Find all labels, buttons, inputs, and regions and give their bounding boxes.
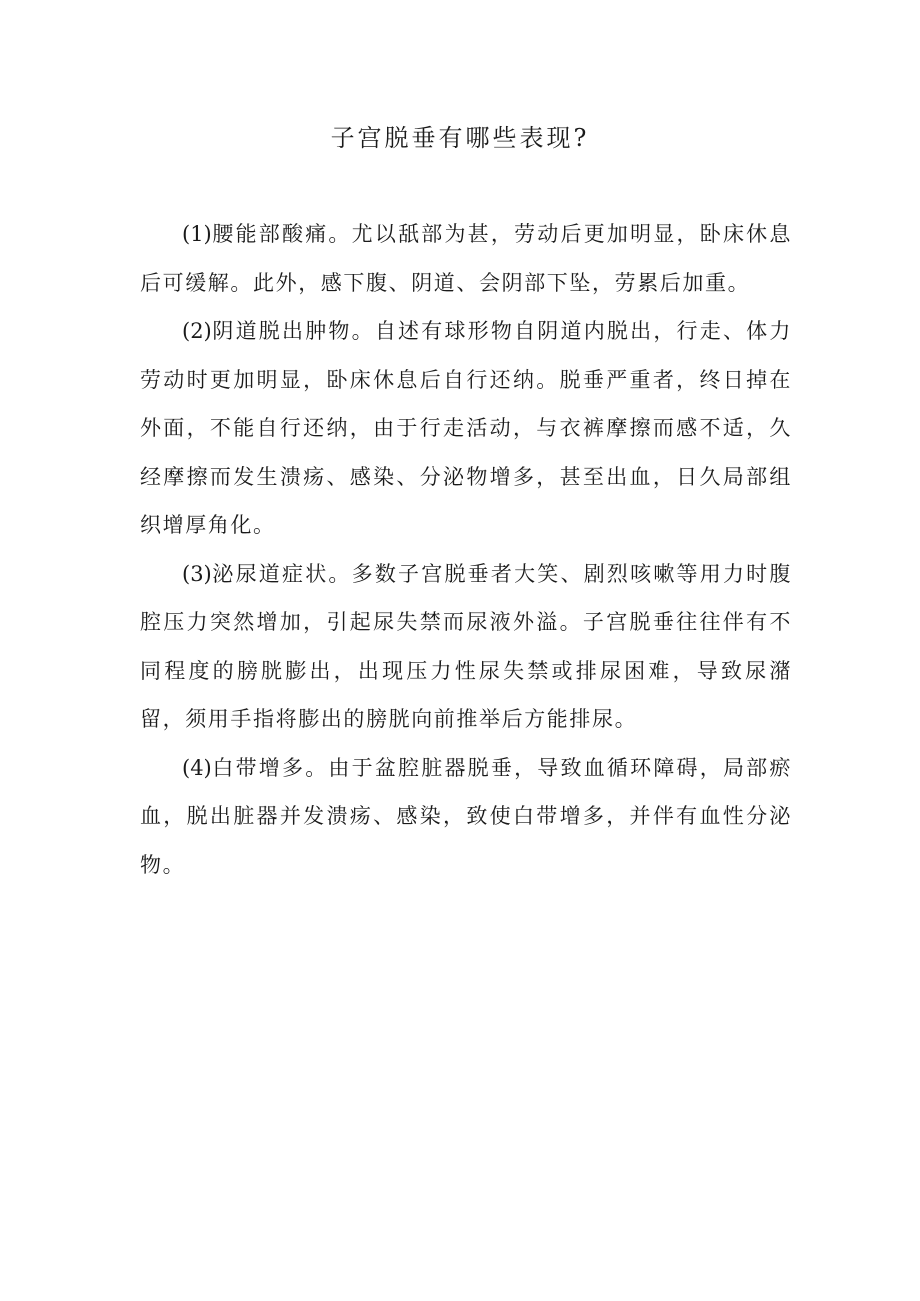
paragraph-number: (4) <box>182 755 212 780</box>
paragraph-text: 白带增多。由于盆腔脏器脱垂，导致血循环障碍，局部瘀血，脱出脏器并发溃疡、感染，致使白带增多，并伴有血性分泌物。 <box>140 755 792 877</box>
document-body <box>140 210 792 889</box>
page-title: 子宫脱垂有哪些表现? <box>330 124 590 152</box>
paragraph-4 <box>140 744 792 890</box>
paragraph-number: (2) <box>182 319 212 343</box>
paragraph-1 <box>140 210 792 307</box>
paragraph-number: (1) <box>182 222 212 246</box>
paragraph-2 <box>140 307 792 550</box>
paragraph-text: 腰能部酸痛。尤以舐部为甚，劳动后更加明显，卧床休息后可缓解。此外，感下腹、阴道、会阴部下坠，劳累后加重。 <box>140 222 792 295</box>
paragraph-text: 泌尿道症状。多数子宫脱垂者大笑、剧烈咳嗽等用力时腹腔压力突然增加，引起尿失禁而尿液外溢。子宫脱垂往往伴有不同程度的膀胱膨出，出现压力性尿失禁或排尿困难，导致尿潴留，须用手指将膨出的膀胱向前推举后方能排尿。 <box>140 561 792 731</box>
paragraph-3 <box>140 550 792 744</box>
paragraph-number: (3) <box>182 561 212 586</box>
paragraph-text: 阴道脱出肿物。自述有球形物自阴道内脱出，行走、体力劳动时更加明显，卧床休息后自行还纳。脱垂严重者，终日掉在外面，不能自行还纳，由于行走活动，与衣裤摩擦而感不适，久经摩擦而发生溃疡、感染、分泌物增多，甚至出血，日久局部组织增厚角化。 <box>140 319 792 537</box>
